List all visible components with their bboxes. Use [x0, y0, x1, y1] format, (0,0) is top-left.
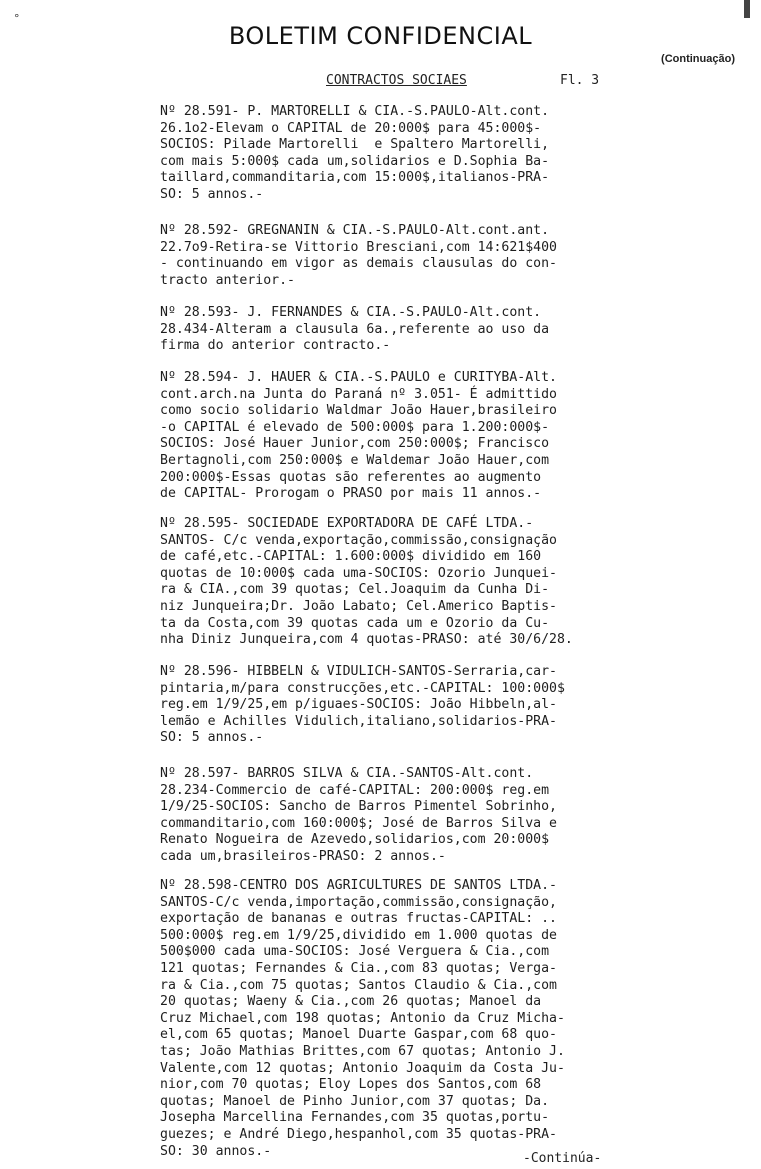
entry-line: SO: 5 annos.-: [160, 730, 264, 746]
entry-line: nha Diniz Junqueira,com 4 quotas-PRASO: até 30/6/28.: [160, 632, 573, 648]
entry-28592: [160, 223, 745, 289]
entry-line: Nº 28.595- SOCIEDADE EXPORTADORA DE CAFÉ LTDA.-: [160, 516, 534, 531]
entry-line: 28.234-Commercio de café-CAPITAL: 200:000$ reg.em: [160, 782, 550, 798]
entry-line: Cruz Michael,com 198 quotas; Antonio da Cruz Micha-: [160, 1010, 565, 1026]
entry-line: SOCIOS: Pilade Martorelli e Spaltero Martorelli,: [160, 137, 550, 153]
entry-line: Renato Nogueira de Azevedo,solidarios,com 20:000$: [160, 832, 550, 848]
entry-line: lemão e Achilles Vidulich,italiano,solidarios-PRA-: [160, 713, 557, 729]
entry-line: Nº 28.593- J. FERNANDES & CIA.-S.PAULO-Alt.cont.: [160, 305, 542, 320]
entry-line: Nº 28.596- HIBBELN & VIDULICH-SANTOS-Serraria,car-: [160, 664, 557, 679]
entry-line: Valente,com 12 quotas; Antonio Joaquim da Costa Ju-: [160, 1060, 565, 1076]
entry-line: SOCIOS: José Hauer Junior,com 250:000$; Francisco: [160, 436, 550, 452]
entry-line: niz Junqueira;Dr. João Labato; Cel.Americo Baptis-: [160, 598, 557, 614]
entry-line: com mais 5:000$ cada um,solidarios e D.Sophia Ba-: [160, 153, 550, 169]
entry-line: 20 quotas; Waeny & Cia.,com 26 quotas; Manoel da: [160, 994, 542, 1010]
scan-speck: °: [14, 12, 20, 25]
entry-line: 200:000$-Essas quotas são referentes ao augmento: [160, 469, 542, 485]
entry-line: 26.1o2-Elevam o CAPITAL de 20:000$ para 45:000$-: [160, 120, 542, 136]
entry-line: Nº 28.597- BARROS SILVA & CIA.-SANTOS-Alt.cont.: [160, 766, 534, 781]
entry-28591: [160, 104, 745, 204]
entry-line: cont.arch.na Junta do Paraná nº 3.051- É admittido: [160, 386, 557, 402]
entry-line: -o CAPITAL é elevado de 500:000$ para 1.200:000$-: [160, 419, 550, 435]
entry-line: quotas; Manoel de Pinho Junior,com 37 quotas; Da.: [160, 1093, 550, 1109]
entry-line: 121 quotas; Fernandes & Cia.,com 83 quotas; Verga-: [160, 960, 557, 976]
section-heading: CONTRACTOS SOCIAES: [326, 73, 467, 88]
entry-line: Bertagnoli,com 250:000$ e Waldemar João Hauer,com: [160, 452, 550, 468]
entry-line: Nº 28.592- GREGNANIN & CIA.-S.PAULO-Alt.cont.ant.: [160, 223, 550, 238]
entry-line: 500$000 cada uma-SOCIOS: José Verguera & Cia.,com: [160, 944, 550, 960]
entry-line: ra & CIA.,com 39 quotas; Cel.Joaquim da Cunha Di-: [160, 582, 550, 598]
entry-line: Nº 28.598-CENTRO DOS AGRICULTURES DE SANTOS LTDA.-: [160, 878, 557, 893]
folio-number: Fl. 3: [560, 73, 600, 88]
entry-28595: [160, 516, 745, 649]
entry-line: ra & Cia.,com 75 quotas; Santos Claudio & Cia.,com: [160, 977, 557, 993]
entry-line: 28.434-Alteram a clausula 6a.,referente ao uso da: [160, 321, 550, 337]
entry-line: como socio solidario Waldmar João Hauer,brasileiro: [160, 403, 557, 419]
entry-28596: [160, 664, 745, 747]
continues-note: -Continúa-: [523, 1151, 602, 1166]
entry-line: SO: 5 annos.-: [160, 186, 264, 202]
entry-line: quotas de 10:000$ cada uma-SOCIOS: Ozorio Junquei-: [160, 565, 557, 581]
entry-line: de café,etc.-CAPITAL: 1.600:000$ dividido em 160: [160, 549, 542, 565]
entry-line: tas; João Mathias Brittes,com 67 quotas; Antonio J.: [160, 1043, 565, 1059]
entry-line: el,com 65 quotas; Manoel Duarte Gaspar,com 68 quo-: [160, 1027, 557, 1043]
document-title: BOLETIM CONFIDENCIAL: [228, 22, 533, 50]
entry-line: Josepha Marcellina Fernandes,com 35 quotas,portu-: [160, 1110, 550, 1126]
entry-line: guezes; e André Diego,hespanhol,com 35 quotas-PRA-: [160, 1126, 557, 1142]
entry-line: Nº 28.591- P. MARTORELLI & CIA.-S.PAULO-Alt.cont.: [160, 104, 550, 119]
entry-line: - continuando em vigor as demais clausulas do con-: [160, 256, 557, 272]
entry-line: cada um,brasileiros-PRASO: 2 annos.-: [160, 848, 446, 864]
entry-28598: [160, 878, 745, 1160]
entry-line: tracto anterior.-: [160, 272, 295, 288]
continuation-label: (Continuação): [661, 53, 735, 65]
entry-line: SO: 30 annos.-: [160, 1143, 272, 1159]
entry-line: reg.em 1/9/25,em p/iguaes-SOCIOS: João Hibbeln,al-: [160, 697, 557, 713]
page-corner-mark: [744, 0, 750, 18]
entry-line: firma do anterior contracto.-: [160, 338, 391, 354]
entry-line: 22.7o9-Retira-se Vittorio Bresciani,com 14:621$400: [160, 239, 557, 255]
entry-28594: [160, 370, 745, 503]
entry-line: 500:000$ reg.em 1/9/25,dividido em 1.000 quotas de: [160, 927, 557, 943]
entry-28593: [160, 305, 745, 355]
entry-line: ta da Costa,com 39 quotas cada um e Ozorio da Cu-: [160, 615, 550, 631]
entry-line: nior,com 70 quotas; Eloy Lopes dos Santos,com 68: [160, 1077, 542, 1093]
entry-line: SANTOS-C/c venda,importação,commissão,consignação,: [160, 894, 557, 910]
entry-line: pintaria,m/para construcções,etc.-CAPITAL: 100:000$: [160, 680, 565, 696]
entry-line: de CAPITAL- Prorogam o PRASO por mais 11 annos.-: [160, 486, 542, 502]
entry-line: exportação de bananas e outras fructas-CAPITAL: ..: [160, 911, 557, 927]
entry-line: SANTOS- C/c venda,exportação,commissão,consignação: [160, 532, 557, 548]
entry-line: Nº 28.594- J. HAUER & CIA.-S.PAULO e CURITYBA-Alt.: [160, 370, 557, 385]
entry-28597: [160, 766, 745, 866]
entry-line: taillard,commanditaria,com 15:000$,italianos-PRA-: [160, 170, 550, 186]
entry-line: commanditario,com 160:000$; José de Barros Silva e: [160, 815, 557, 831]
entry-line: 1/9/25-SOCIOS: Sancho de Barros Pimentel Sobrinho,: [160, 799, 557, 815]
